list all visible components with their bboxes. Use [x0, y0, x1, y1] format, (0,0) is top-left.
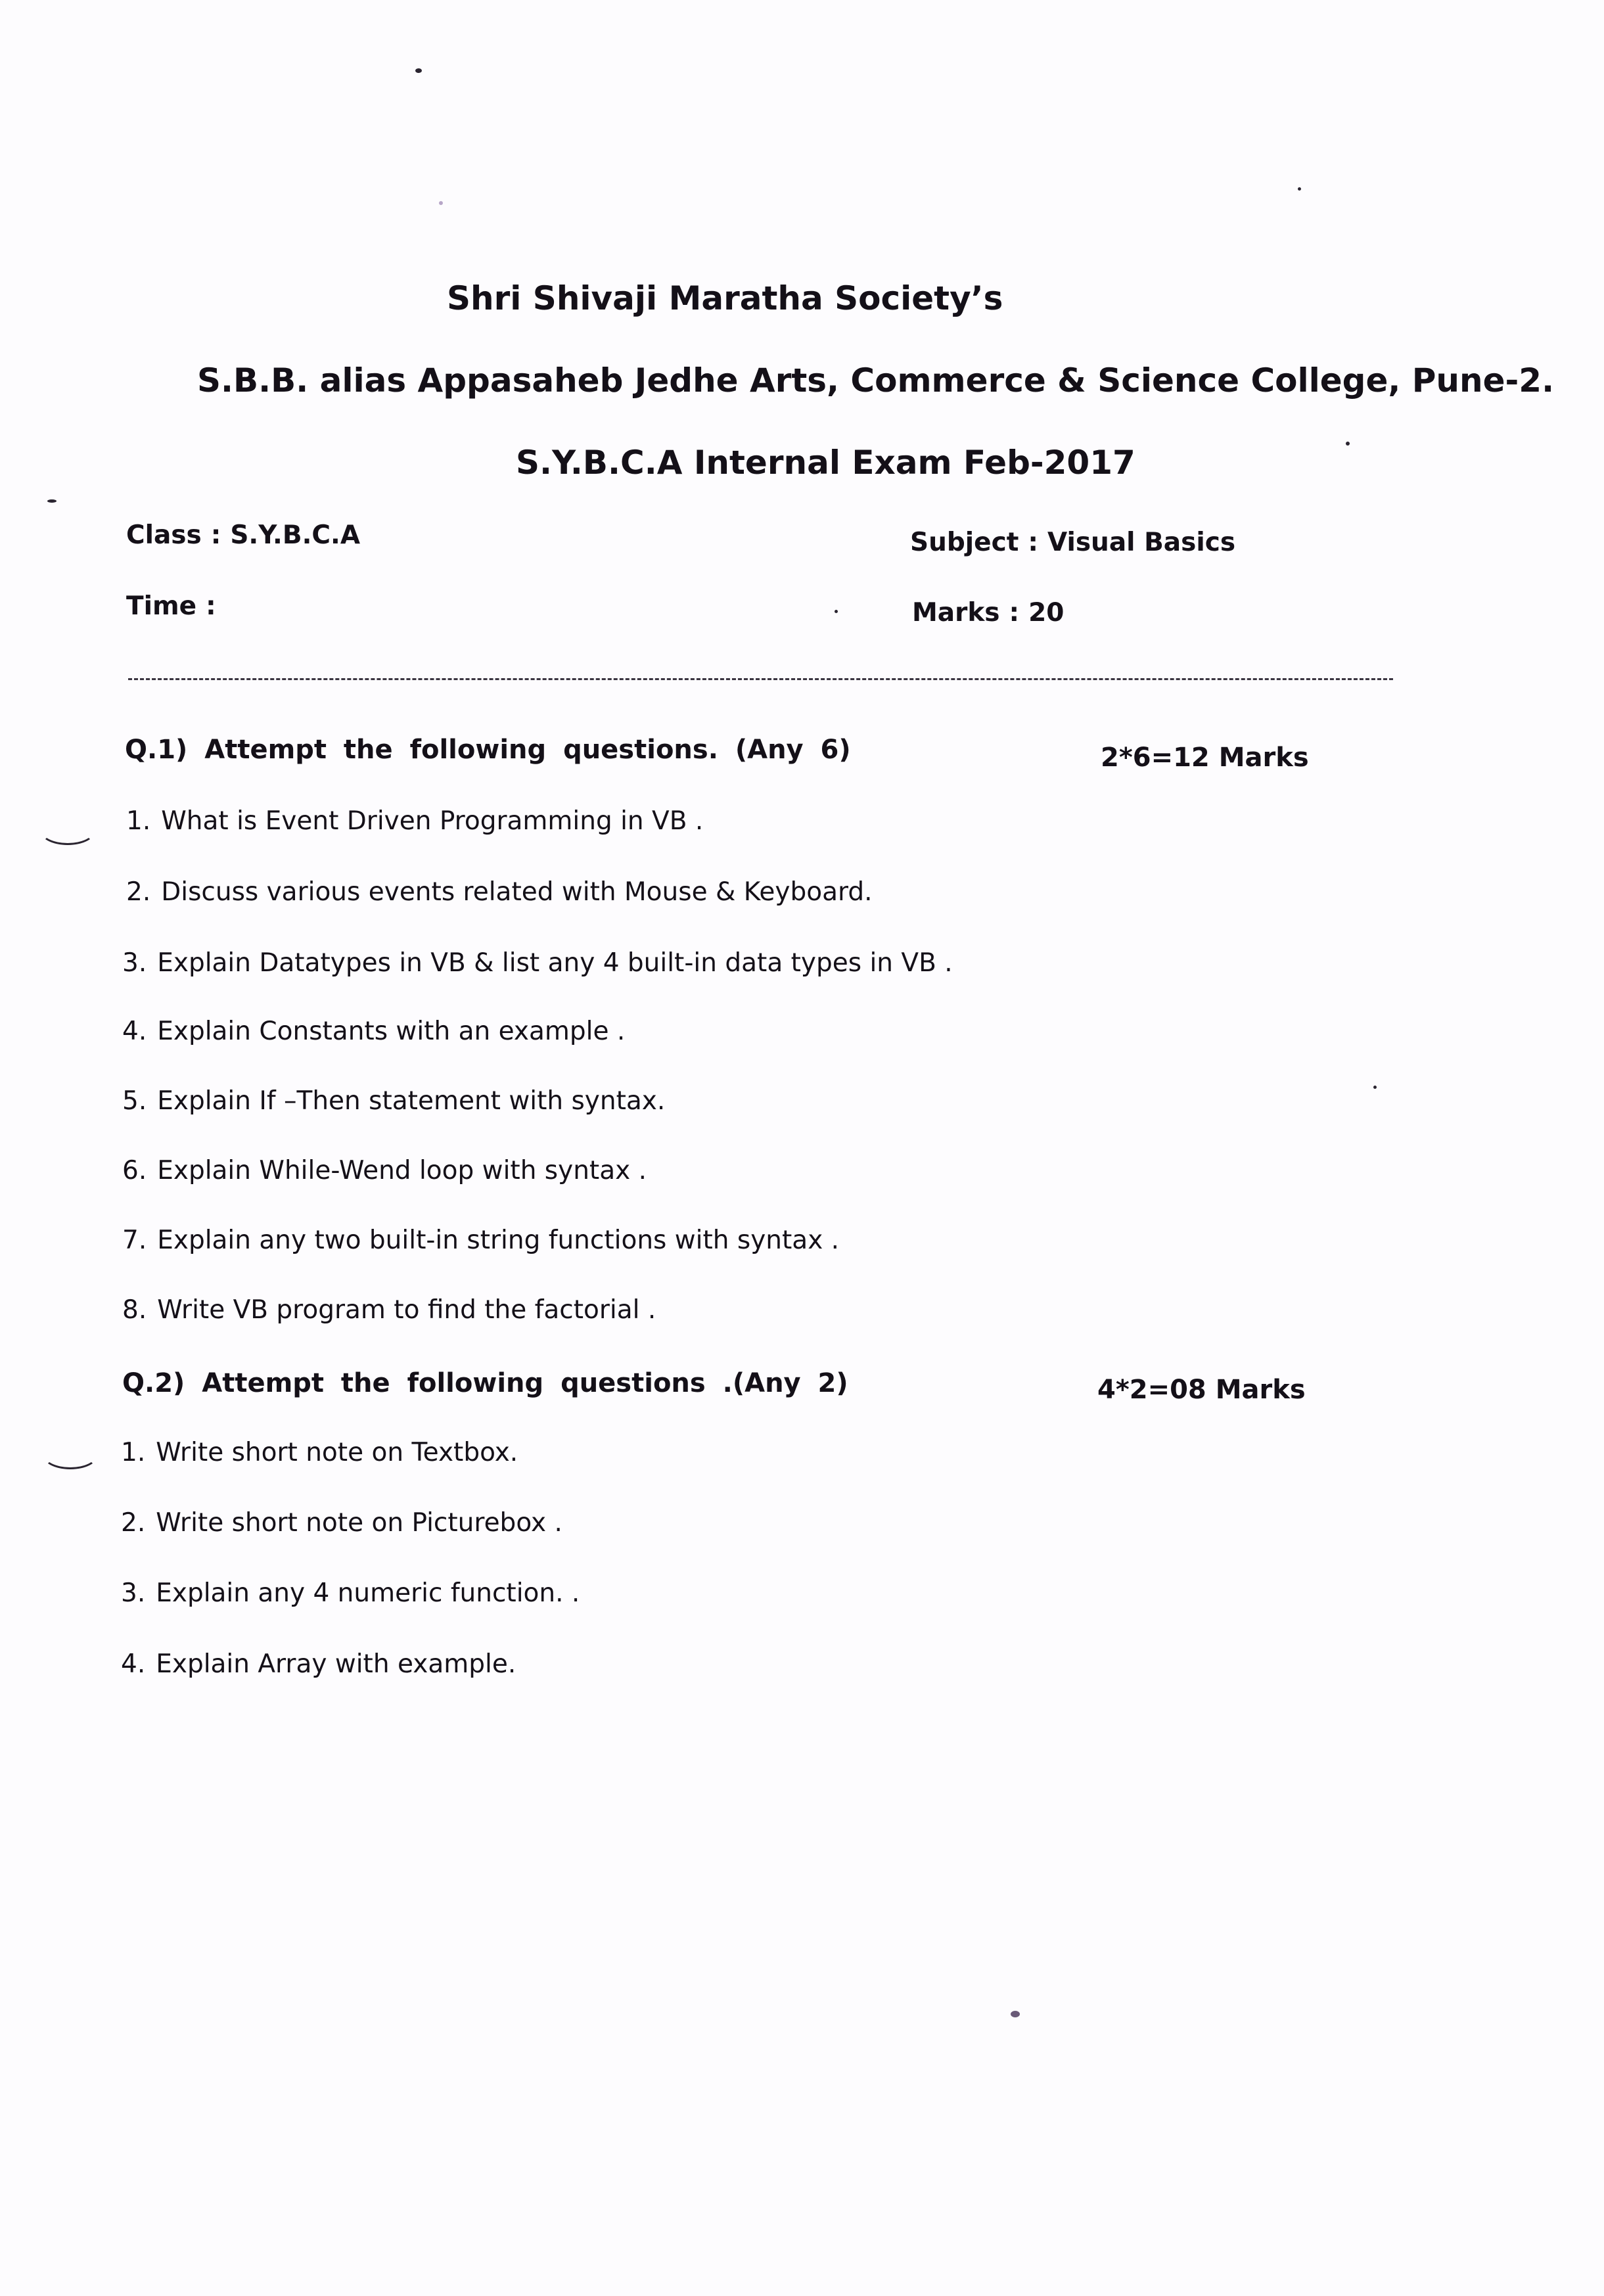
q2-item-text: Write short note on Textbox.	[156, 1438, 518, 1467]
class-value: S.Y.B.C.A	[230, 520, 361, 550]
q2-item-2	[121, 1508, 562, 1538]
q1-item-number: 7.	[122, 1226, 147, 1255]
q1-item-5	[122, 1086, 665, 1116]
scan-mark	[42, 1439, 99, 1469]
class-colon: :	[210, 520, 221, 550]
scan-speck	[1011, 2011, 1020, 2017]
scan-speck	[1373, 1086, 1377, 1089]
marks-field	[912, 598, 1064, 628]
q1-item-text: Explain Datatypes in VB & list any 4 built-in data types in VB .	[157, 948, 953, 978]
q1-item-number: 5.	[122, 1086, 147, 1116]
q1-item-1	[126, 806, 703, 836]
time-colon: :	[206, 591, 216, 621]
subject-label: Subject	[910, 528, 1019, 557]
q1-item-text: What is Event Driven Programming in VB .	[161, 806, 704, 836]
q1-item-number: 4.	[122, 1017, 147, 1046]
scan-speck	[1346, 442, 1350, 446]
q1-item-number: 6.	[122, 1156, 147, 1185]
exam-title: S.Y.B.C.A Internal Exam Feb-2017	[516, 444, 1135, 482]
q2-marks: 4*2=08 Marks	[1097, 1375, 1306, 1405]
q1-item-text: Explain any two built-in string functions with syntax .	[157, 1226, 840, 1255]
college-name: S.B.B. alias Appasaheb Jedhe Arts, Commerce & Science College, Pune-2.	[197, 361, 1555, 400]
q1-item-text: Discuss various events related with Mouse & Keyboard.	[161, 877, 873, 907]
q1-item-number: 3.	[122, 948, 147, 978]
section-divider	[128, 678, 1393, 680]
q1-item-8	[122, 1295, 656, 1325]
q2-item-3	[121, 1578, 580, 1608]
subject-value: Visual Basics	[1047, 528, 1236, 557]
q1-item-text: Write VB program to find the factorial .	[157, 1295, 656, 1325]
scan-speck	[1298, 187, 1301, 191]
q2-item-number: 3.	[121, 1578, 146, 1608]
q2-item-text: Explain any 4 numeric function. .	[156, 1578, 580, 1608]
q1-item-4	[122, 1017, 625, 1046]
class-label: Class	[126, 520, 202, 550]
q1-item-7	[122, 1226, 839, 1255]
subject-colon: :	[1028, 528, 1038, 557]
marks-value: 20	[1028, 598, 1065, 628]
q1-item-6	[122, 1156, 647, 1185]
subject-field	[910, 528, 1235, 557]
q1-item-text: Explain Constants with an example .	[157, 1017, 626, 1046]
time-label: Time	[126, 591, 197, 621]
scan-speck	[415, 68, 422, 73]
marks-colon: :	[1009, 598, 1020, 628]
q2-item-number: 1.	[121, 1438, 146, 1467]
q1-item-3	[122, 948, 953, 978]
scan-mark	[39, 815, 96, 845]
scan-speck	[439, 201, 443, 205]
scan-speck	[47, 499, 57, 503]
society-name: Shri Shivaji Maratha Society’s	[447, 279, 1003, 317]
q1-item-text: Explain While-Wend loop with syntax .	[157, 1156, 647, 1185]
q1-item-number: 8.	[122, 1295, 147, 1325]
q1-heading: Q.1) Attempt the following questions. (Any 6)	[125, 735, 851, 765]
q2-item-text: Write short note on Picturebox .	[156, 1508, 562, 1538]
q1-item-2	[126, 877, 873, 907]
q2-item-1	[121, 1438, 518, 1467]
q2-item-4	[121, 1649, 516, 1679]
q2-heading: Q.2) Attempt the following questions .(Any 2)	[122, 1368, 848, 1398]
q2-item-number: 2.	[121, 1508, 146, 1538]
class-field	[126, 520, 360, 550]
q1-item-number: 1.	[126, 806, 151, 836]
q1-item-number: 2.	[126, 877, 151, 907]
time-field	[126, 591, 225, 621]
q1-marks: 2*6=12 Marks	[1101, 743, 1309, 773]
q2-item-number: 4.	[121, 1649, 146, 1679]
q2-item-text: Explain Array with example.	[156, 1649, 516, 1679]
scan-speck	[835, 610, 838, 613]
q1-item-text: Explain If –Then statement with syntax.	[157, 1086, 666, 1116]
marks-label: Marks	[912, 598, 1000, 628]
